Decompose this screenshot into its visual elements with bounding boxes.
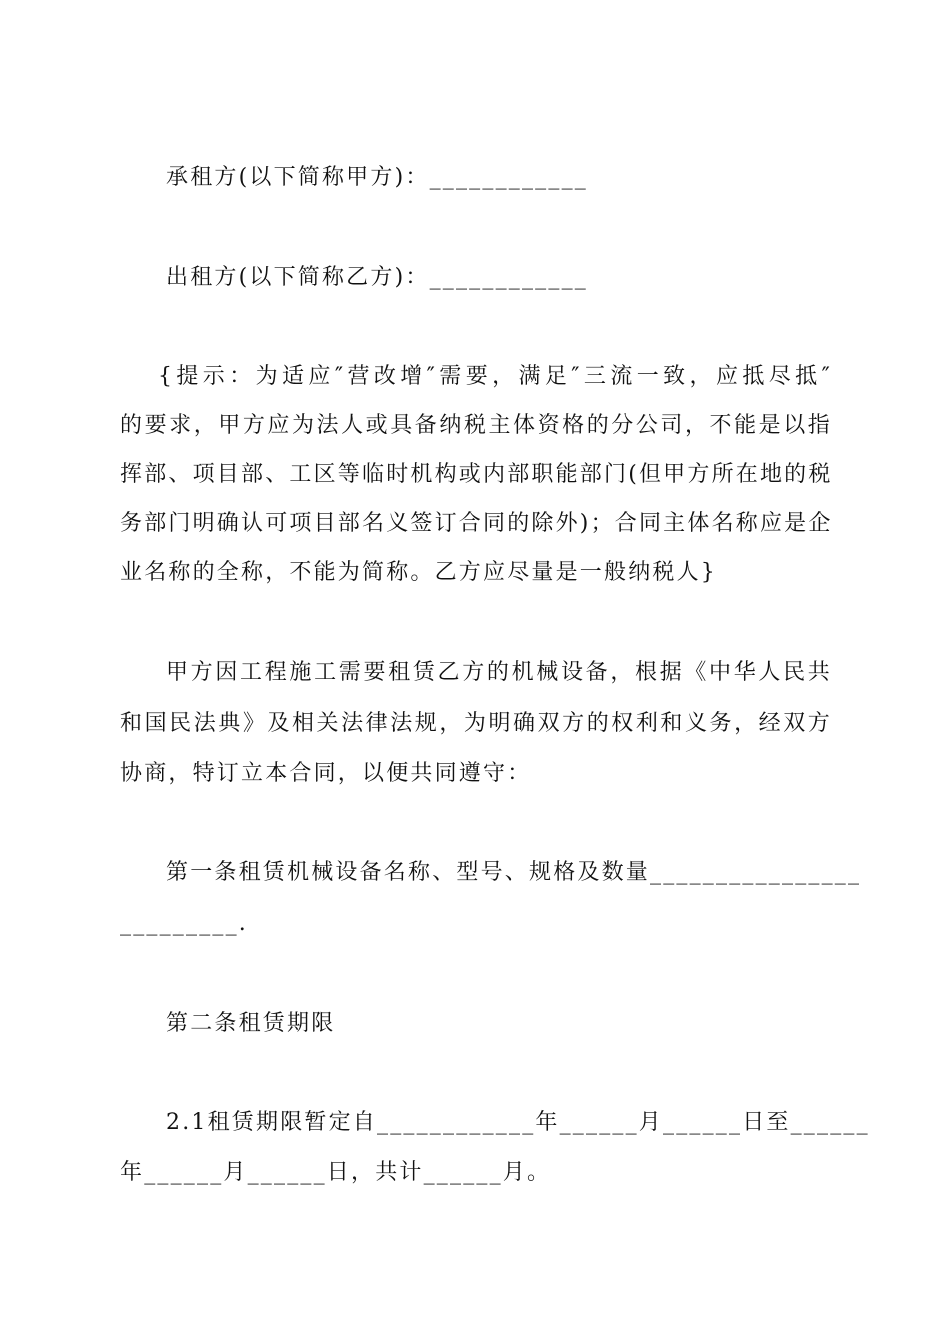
article-1-line-2: _________.	[120, 911, 248, 936]
tip-line-2: 的要求，甲方应为法人或具备纳税主体资格的分公司，不能是以指	[120, 413, 832, 438]
preamble-line-1: 甲方因工程施工需要租赁乙方的机械设备，根据《中华人民共	[166, 660, 832, 685]
tip-line-3: 挥部、项目部、工区等临时机构或内部职能部门(但甲方所在地的税	[120, 462, 833, 487]
preamble-line-2: 和国民法典》及相关法律法规，为明确双方的权利和义务，经双方	[120, 711, 832, 736]
lessee-line: 承租方(以下简称甲方)：____________	[166, 165, 588, 190]
tip-line-5: 业名称的全称，不能为简称。乙方应尽量是一般纳税人}	[120, 560, 717, 585]
lease-term-line-1: 2.1租赁期限暂定自____________年______月______日至______	[166, 1110, 870, 1135]
preamble-line-3: 协商，特订立本合同，以便共同遵守：	[120, 761, 532, 786]
tip-line-4: 务部门明确认可项目部名义签订合同的除外)；合同主体名称应是企	[120, 511, 833, 536]
lessor-line: 出租方(以下简称乙方)：____________	[166, 265, 588, 290]
lease-term-line-2: 年______月______日，共计______月。	[120, 1160, 552, 1185]
article-1-line-1: 第一条租赁机械设备名称、型号、规格及数量________________	[166, 860, 862, 885]
tip-line-1: {提示：为适应″营改增″需要，满足″三流一致，应抵尽抵″	[158, 364, 832, 389]
article-2-heading: 第二条租赁期限	[166, 1011, 336, 1036]
